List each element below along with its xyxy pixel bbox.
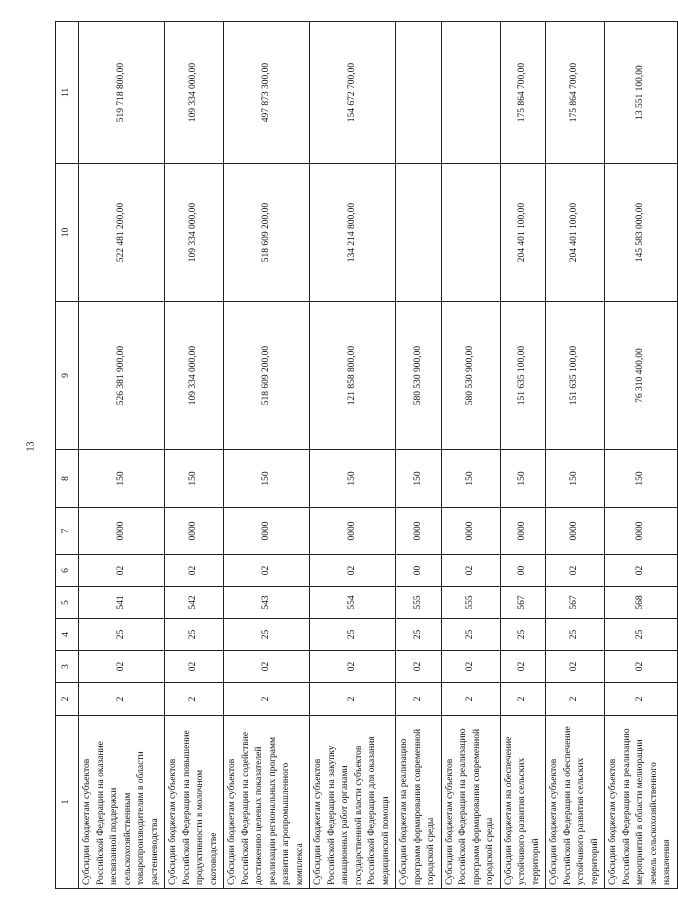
table-body (79, 22, 678, 889)
value-cell: 150 (441, 450, 500, 508)
value-cell: 0000 (546, 508, 605, 555)
value-cell: 0000 (224, 508, 310, 555)
value-cell: 150 (396, 450, 442, 508)
description-cell: Субсидии бюджетам субъектов Российской Федерации на закупку авиационных работ органами государственной власти субъектов Российской Федерации для оказания медицинской помощи (310, 716, 396, 889)
value-cell: 580 530 900,00 (441, 302, 500, 450)
value-cell: 109 334 000,00 (165, 302, 224, 450)
value-cell: 00 (500, 555, 546, 587)
value-cell: 02 (500, 651, 546, 683)
value-cell: 25 (310, 619, 396, 651)
description-cell: Субсидии бюджетам субъектов Российской Федерации на реализацию мероприятий в области мелиорации земель сельскохозяйственного назначения (605, 716, 678, 889)
value-cell (396, 22, 442, 164)
value-cell: 526 381 900,00 (79, 302, 165, 450)
value-cell: 0000 (79, 508, 165, 555)
value-cell: 555 (396, 587, 442, 619)
table-row (224, 22, 310, 889)
value-cell (441, 164, 500, 302)
description-cell: Субсидии бюджетам на реализацию программ формирования современной городской среды (396, 716, 442, 889)
header-cell: 2 (56, 683, 79, 716)
value-cell: 02 (441, 555, 500, 587)
value-cell: 518 609 200,00 (224, 302, 310, 450)
header-cell: 5 (56, 587, 79, 619)
value-cell: 2 (546, 683, 605, 716)
header-cell: 1 (56, 716, 79, 889)
budget-table (55, 21, 678, 889)
value-cell: 150 (310, 450, 396, 508)
value-cell: 02 (165, 555, 224, 587)
value-cell: 121 858 800,00 (310, 302, 396, 450)
value-cell: 02 (546, 651, 605, 683)
value-cell: 150 (165, 450, 224, 508)
value-cell: 150 (500, 450, 546, 508)
value-cell: 2 (79, 683, 165, 716)
value-cell: 567 (500, 587, 546, 619)
table-row (396, 22, 442, 889)
description-cell: Субсидии бюджетам на обеспечение устойчивого развития сельских территорий (500, 716, 546, 889)
value-cell: 2 (165, 683, 224, 716)
value-cell: 2 (605, 683, 678, 716)
page-number: 13 (25, 441, 37, 452)
value-cell: 541 (79, 587, 165, 619)
table-row (605, 22, 678, 889)
value-cell: 554 (310, 587, 396, 619)
value-cell: 02 (441, 651, 500, 683)
value-cell: 150 (546, 450, 605, 508)
value-cell: 522 481 200,00 (79, 164, 165, 302)
description-cell: Субсидии бюджетам субъектов Российской Федерации на повышение продуктивности в молочном скотоводстве (165, 716, 224, 889)
value-cell: 25 (441, 619, 500, 651)
value-cell: 204 401 100,00 (500, 164, 546, 302)
value-cell: 00 (396, 555, 442, 587)
value-cell: 518 609 200,00 (224, 164, 310, 302)
value-cell: 145 583 000,00 (605, 164, 678, 302)
value-cell: 25 (79, 619, 165, 651)
value-cell: 02 (396, 651, 442, 683)
value-cell: 0000 (605, 508, 678, 555)
table-row (441, 22, 500, 889)
value-cell: 150 (79, 450, 165, 508)
value-cell (396, 164, 442, 302)
value-cell: 497 873 300,00 (224, 22, 310, 164)
value-cell: 2 (441, 683, 500, 716)
value-cell: 02 (224, 651, 310, 683)
value-cell: 13 551 100,00 (605, 22, 678, 164)
header-cell: 10 (56, 164, 79, 302)
value-cell: 204 401 100,00 (546, 164, 605, 302)
value-cell: 0000 (165, 508, 224, 555)
value-cell: 2 (500, 683, 546, 716)
value-cell: 151 635 100,00 (500, 302, 546, 450)
value-cell: 175 864 700,00 (546, 22, 605, 164)
value-cell: 02 (224, 555, 310, 587)
value-cell: 568 (605, 587, 678, 619)
value-cell: 0000 (500, 508, 546, 555)
value-cell (441, 22, 500, 164)
header-cell: 8 (56, 450, 79, 508)
value-cell: 2 (310, 683, 396, 716)
value-cell: 25 (500, 619, 546, 651)
description-cell: Субсидии бюджетам субъектов Российской Федерации на реализацию программ формирования современной городской среды (441, 716, 500, 889)
value-cell: 0000 (441, 508, 500, 555)
table-row (500, 22, 546, 889)
value-cell: 567 (546, 587, 605, 619)
header-row (56, 22, 79, 889)
header-cell: 4 (56, 619, 79, 651)
value-cell: 02 (165, 651, 224, 683)
value-cell: 580 530 900,00 (396, 302, 442, 450)
value-cell: 2 (396, 683, 442, 716)
table-row (79, 22, 165, 889)
value-cell: 519 718 800,00 (79, 22, 165, 164)
header-cell: 9 (56, 302, 79, 450)
value-cell: 02 (605, 555, 678, 587)
table-row (310, 22, 396, 889)
value-cell: 02 (79, 555, 165, 587)
value-cell: 542 (165, 587, 224, 619)
value-cell: 151 635 100,00 (546, 302, 605, 450)
header-cell: 6 (56, 555, 79, 587)
value-cell: 25 (605, 619, 678, 651)
value-cell: 150 (224, 450, 310, 508)
value-cell: 25 (165, 619, 224, 651)
value-cell: 25 (396, 619, 442, 651)
description-cell: Субсидии бюджетам субъектов Российской Федерации на обеспечение устойчивого развития сельских территорий (546, 716, 605, 889)
description-cell: Субсидии бюджетам субъектов Российской Федерации на оказание несвязанной поддержки сельскохозяйственным товаропроизводителям в области растениеводства (79, 716, 165, 889)
header-cell: 7 (56, 508, 79, 555)
header-cell: 11 (56, 22, 79, 164)
value-cell: 0000 (396, 508, 442, 555)
value-cell: 154 672 700,00 (310, 22, 396, 164)
value-cell: 02 (546, 555, 605, 587)
value-cell: 543 (224, 587, 310, 619)
header-cell: 3 (56, 651, 79, 683)
value-cell: 02 (310, 555, 396, 587)
value-cell: 175 864 700,00 (500, 22, 546, 164)
value-cell: 109 334 000,00 (165, 22, 224, 164)
value-cell: 02 (79, 651, 165, 683)
value-cell: 02 (310, 651, 396, 683)
rotated-table-container (55, 22, 672, 889)
value-cell: 0000 (310, 508, 396, 555)
value-cell: 25 (224, 619, 310, 651)
value-cell: 2 (224, 683, 310, 716)
value-cell: 150 (605, 450, 678, 508)
description-cell: Субсидии бюджетам субъектов Российской Федерации на содействие достижению целевых показателей реализации региональных программ развития агропромышленного комплекса (224, 716, 310, 889)
table-row (546, 22, 605, 889)
value-cell: 02 (605, 651, 678, 683)
value-cell: 134 214 800,00 (310, 164, 396, 302)
table-row (165, 22, 224, 889)
value-cell: 109 334 000,00 (165, 164, 224, 302)
value-cell: 555 (441, 587, 500, 619)
value-cell: 25 (546, 619, 605, 651)
value-cell: 76 310 400,00 (605, 302, 678, 450)
